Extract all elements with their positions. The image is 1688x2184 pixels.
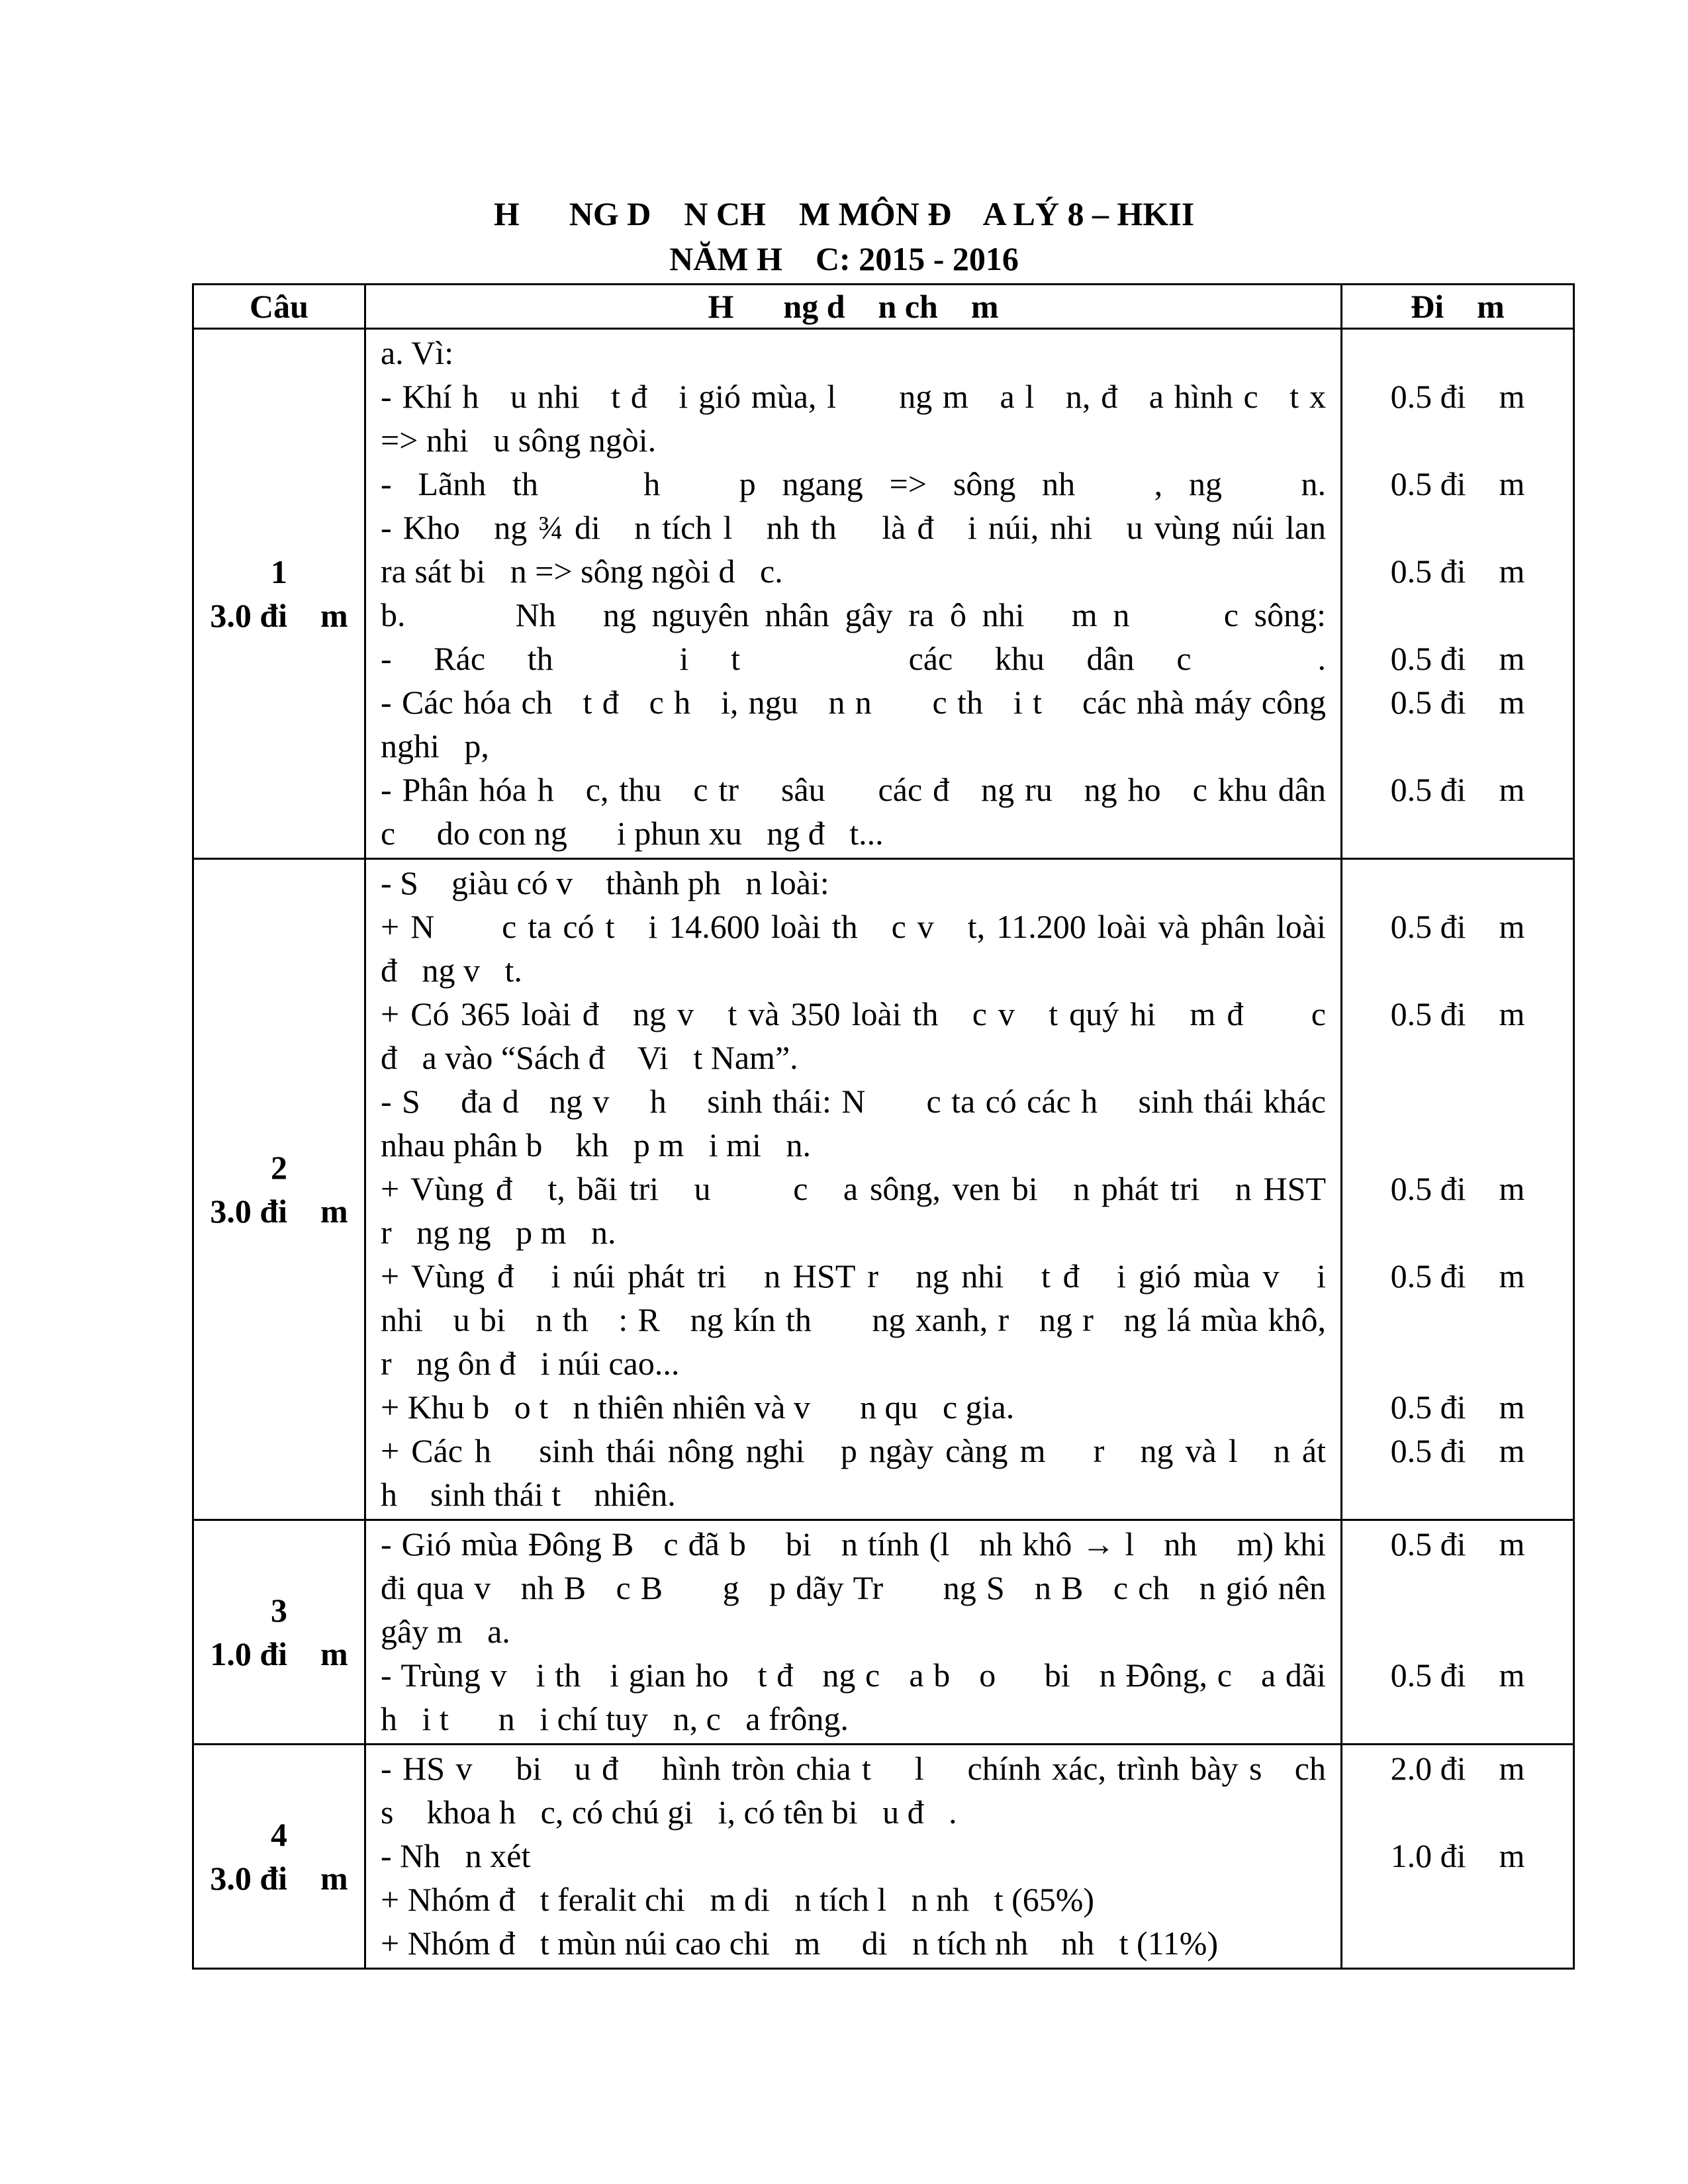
guide-line: đi qua v nh B c B g p dãy Tr ng S n B c ch n gió nên <box>381 1569 1326 1606</box>
guide-line: - S đa d ng v h sinh thái: N c ta có các h sinh thái khác <box>381 1083 1326 1120</box>
points-value <box>1342 861 1573 905</box>
guide-line: - Lãnh th h p ngang => sông nh , ng n. <box>381 465 1326 502</box>
points-value: 0.5 đi m <box>1390 1432 1525 1469</box>
guide-line: nhi u bi n th : R ng kín th ng xanh, r ng r ng lá mùa khô, <box>381 1301 1326 1338</box>
points-value: 0.5 đi m <box>1390 1170 1525 1207</box>
guide-line: + Vùng đ i núi phát tri n HST r ng nhi t đ i gió mùa v i <box>381 1257 1326 1295</box>
guide-line: => nhi u sông ngòi. <box>381 422 657 459</box>
guide-line: đ a vào “Sách đ Vi t Nam”. <box>381 1039 798 1076</box>
points-value <box>1342 1566 1573 1610</box>
points-value: 0.5 đi m <box>1390 465 1525 502</box>
page-subtitle: NĂM H C: 2015 - 2016 <box>669 240 1019 277</box>
page-title: H NG D N CH M MÔN Đ A LÝ 8 – HKII <box>493 195 1195 232</box>
guide-line: - Khí h u nhi t đ i gió mùa, l ng m a l n, đ a hình c t x <box>381 378 1326 415</box>
table-row <box>193 859 1574 1520</box>
points-value: 0.5 đi m <box>1390 995 1525 1032</box>
guide-line: - Các hóa ch t đ c h i, ngu n n c th i t các nhà máy công <box>381 684 1326 721</box>
points-value <box>1342 1610 1573 1653</box>
guide-line: + Khu b o t n thiên nhiên và v n qu c gia. <box>381 1388 1015 1426</box>
guide-line: - Nh n xét <box>381 1837 531 1874</box>
points-value <box>1342 724 1573 768</box>
points-value: 0.5 đi m <box>1390 1388 1525 1426</box>
question-cell <box>193 329 365 859</box>
points-value: 0.5 đi m <box>1390 1257 1525 1295</box>
guide-line: b. Nh ng nguyên nhân gây ra ô nhi m n c sông: <box>381 596 1326 633</box>
points-value: 0.5 đi m <box>1390 553 1525 590</box>
points-value <box>1342 418 1573 462</box>
grading-table <box>192 283 1575 1970</box>
guide-line: - Kho ng ¾ di n tích l nh th là đ i núi, nhi u vùng núi lan <box>381 509 1326 546</box>
question-number: 1 <box>271 553 287 590</box>
table-header-row <box>193 285 1574 329</box>
table-row <box>193 329 1574 859</box>
guide-line: nhau phân b kh p m i mi n. <box>381 1126 811 1163</box>
guide-cell <box>365 1745 1342 1969</box>
guide-line: + Các h sinh thái nông nghi p ngày càng m r ng và l n át <box>381 1432 1326 1469</box>
question-number: 2 <box>271 1149 287 1186</box>
points-value <box>1342 948 1573 992</box>
guide-line: + N c ta có t i 14.600 loài th c v t, 11.200 loài và phân loài <box>381 908 1326 945</box>
header-question: Câu <box>193 285 365 329</box>
question-total-points: 3.0 đi m <box>210 1193 348 1230</box>
points-value <box>1342 1473 1573 1516</box>
points-cell <box>1342 859 1574 1520</box>
points-cell <box>1342 1745 1574 1969</box>
question-total-points: 3.0 đi m <box>210 1860 348 1897</box>
guide-line: r ng ôn đ i núi cao... <box>381 1345 680 1382</box>
points-value: 0.5 đi m <box>1390 771 1525 808</box>
guide-line: h sinh thái t nhiên. <box>381 1476 676 1513</box>
points-value <box>1342 506 1573 549</box>
points-value <box>1342 811 1573 855</box>
points-value <box>1342 1079 1573 1123</box>
guide-line: - Rác th i t các khu dân c . <box>381 640 1326 677</box>
points-value: 0.5 đi m <box>1390 684 1525 721</box>
guide-line: - Phân hóa h c, thu c tr sâu các đ ng ru ng ho c khu dân <box>381 771 1326 808</box>
guide-cell <box>365 1520 1342 1745</box>
guide-line: + Có 365 loài đ ng v t và 350 loài th c v t quý hi m đ c <box>381 995 1326 1032</box>
points-value: 0.5 đi m <box>1390 908 1525 945</box>
guide-line: - Trùng v i th i gian ho t đ ng c a b o bi n Đông, c a dãi <box>381 1657 1326 1694</box>
points-value: 0.5 đi m <box>1390 378 1525 415</box>
guide-cell <box>365 859 1342 1520</box>
points-value <box>1342 331 1573 375</box>
guide-line: h i t n i chí tuy n, c a frông. <box>381 1700 849 1737</box>
points-value <box>1342 1921 1573 1965</box>
points-value <box>1342 1036 1573 1079</box>
points-value: 1.0 đi m <box>1390 1837 1525 1874</box>
points-value <box>1342 1342 1573 1385</box>
guide-line: s khoa h c, có chú gi i, có tên bi u đ . <box>381 1794 957 1831</box>
points-value: 0.5 đi m <box>1390 640 1525 677</box>
table-row <box>193 1745 1574 1969</box>
guide-line: - Gió mùa Đông B c đã b bi n tính (l nh khô → l nh m) khi <box>381 1525 1326 1563</box>
points-value <box>1342 1697 1573 1741</box>
guide-line: - S giàu có v thành ph n loài: <box>381 864 829 901</box>
table-row <box>193 1520 1574 1745</box>
guide-line: r ng ng p m n. <box>381 1214 616 1251</box>
guide-line: - HS v bi u đ hình tròn chia t l chính xác, trình bày s ch <box>381 1750 1326 1787</box>
guide-line: c do con ng i phun xu ng đ t... <box>381 815 884 852</box>
points-value <box>1342 1123 1573 1167</box>
guide-cell <box>365 329 1342 859</box>
question-cell <box>193 859 365 1520</box>
points-value <box>1342 1790 1573 1834</box>
points-value <box>1342 1878 1573 1921</box>
points-cell <box>1342 1520 1574 1745</box>
points-value <box>1342 593 1573 637</box>
guide-line: ra sát bi n => sông ngòi d c. <box>381 553 783 590</box>
guide-line: + Nhóm đ t feralit chi m di n tích l n nh t (65%) <box>381 1881 1095 1918</box>
points-cell <box>1342 329 1574 859</box>
points-value: 0.5 đi m <box>1390 1657 1525 1694</box>
points-value: 0.5 đi m <box>1390 1525 1525 1563</box>
header-points: Đi m <box>1342 285 1574 329</box>
question-total-points: 3.0 đi m <box>210 597 348 634</box>
question-cell <box>193 1745 365 1969</box>
question-number: 4 <box>271 1816 287 1853</box>
question-cell <box>193 1520 365 1745</box>
points-value <box>1342 1210 1573 1254</box>
guide-line: đ ng v t. <box>381 952 522 989</box>
guide-line: + Vùng đ t, bãi tri u c a sông, ven bi n phát tri n HST <box>381 1170 1326 1207</box>
question-total-points: 1.0 đi m <box>210 1635 348 1672</box>
question-number: 3 <box>271 1592 287 1629</box>
header-guide: H ng d n ch m <box>365 285 1342 329</box>
guide-line: gây m a. <box>381 1613 510 1650</box>
points-value <box>1342 1298 1573 1342</box>
guide-line: + Nhóm đ t mùn núi cao chi m di n tích nh nh t (11%) <box>381 1925 1219 1962</box>
guide-line: a. Vì: <box>381 334 454 371</box>
guide-line: nghi p, <box>381 727 489 764</box>
points-value: 2.0 đi m <box>1390 1750 1525 1787</box>
